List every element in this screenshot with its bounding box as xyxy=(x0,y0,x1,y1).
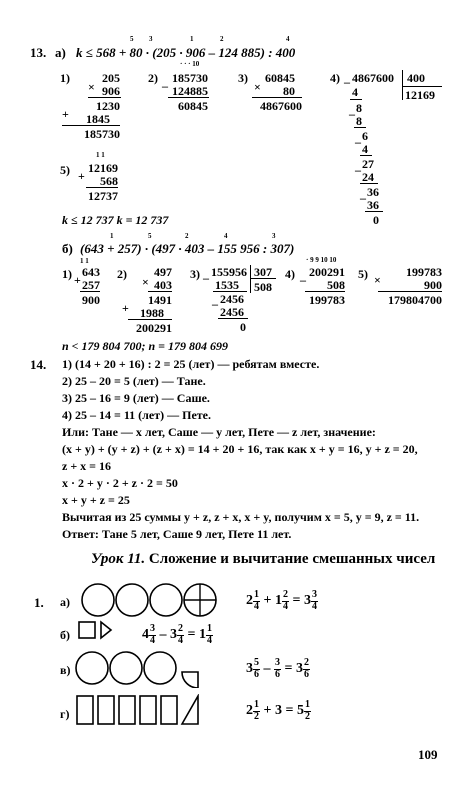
numerator: 2 xyxy=(178,623,183,634)
dividend: 155956 xyxy=(211,265,247,279)
fraction xyxy=(253,658,260,680)
solution-line: Или: Тане — x лет, Саше — y лет, Пете — z лет, значение: xyxy=(62,425,376,439)
mixed-number xyxy=(296,699,311,722)
page-number: 109 xyxy=(418,747,438,762)
borrow-dots: · 9 9 10 10 xyxy=(306,256,337,264)
operator: × xyxy=(374,273,381,287)
operand: 497 xyxy=(154,265,172,279)
whole-part: 2 xyxy=(246,593,253,609)
solution-line: Вычитая из 25 суммы y + z, z + x, x + y, получим x = 5, y = 9, z = 11. xyxy=(62,510,420,524)
quotient: 12169 xyxy=(405,88,435,102)
rectangle-shape xyxy=(98,696,114,724)
operator: × xyxy=(142,275,149,289)
step-label: 5) xyxy=(358,267,368,281)
operator: – xyxy=(203,271,209,285)
row-label: г) xyxy=(60,707,70,721)
lesson-title xyxy=(91,552,435,567)
operand: 403 xyxy=(154,278,172,292)
numerator: 3 xyxy=(275,657,280,668)
operand: 568 xyxy=(100,174,118,188)
solution-line: (x + y) + (y + z) + (z + x) = 14 + 20 + 16, так как x + y = 16, y + z = 20, xyxy=(62,442,418,456)
operand: 185730 xyxy=(172,71,208,85)
equation-v xyxy=(246,658,310,680)
fraction xyxy=(304,700,311,722)
square-shape xyxy=(79,622,95,638)
borrow-dots: · · · 10 xyxy=(180,60,200,68)
whole-part: 3 xyxy=(246,661,253,677)
numerator: 1 xyxy=(254,589,259,600)
answer-a: k ≤ 12 737 k = 12 737 xyxy=(62,213,169,227)
result: 4867600 xyxy=(260,99,302,113)
solution-line: z + x = 16 xyxy=(62,459,112,473)
rectangle-shape xyxy=(119,696,135,724)
lesson-number: Урок 11. xyxy=(91,551,146,567)
mixed-number xyxy=(198,623,213,646)
operand: 906 xyxy=(102,84,120,98)
division-step: 4 xyxy=(362,142,368,156)
full-circle-shape xyxy=(76,652,108,684)
operand: 60845 xyxy=(265,71,295,85)
step-label: 1) xyxy=(60,71,70,85)
operator: × xyxy=(254,80,261,94)
division-step: 8 xyxy=(356,114,362,128)
operator: + xyxy=(74,273,81,287)
division-step: 2456 xyxy=(220,292,244,306)
equation-g xyxy=(246,700,311,722)
whole-part: 3 xyxy=(303,593,311,609)
solution-line: x · 2 + y · 2 + z · 2 = 50 xyxy=(62,476,178,490)
carry-marks: 1 1 xyxy=(80,257,89,265)
expression-b: (643 + 257) · (497 · 403 – 155 956 : 307) xyxy=(80,241,295,256)
expression-a: k ≤ 568 + 80 · (205 · 906 – 124 885) : 400 xyxy=(76,45,296,60)
denominator: 2 xyxy=(254,710,259,722)
operator: – xyxy=(212,297,218,311)
division-step: 24 xyxy=(362,170,374,184)
row-label: б) xyxy=(60,628,70,642)
division-step: 8 xyxy=(356,101,362,115)
solution-line: Ответ: Тане 5 лет, Саше 9 лет, Пете 11 лет. xyxy=(62,527,292,541)
operand: 12169 xyxy=(88,161,118,175)
denominator: 4 xyxy=(282,600,288,612)
order-mark: 3 xyxy=(149,35,153,43)
operator: – xyxy=(344,75,350,89)
problem-14-number: 14. xyxy=(30,357,47,372)
dividend: 4867600 xyxy=(352,71,394,85)
full-circle-shape xyxy=(144,652,176,684)
division-step: 0 xyxy=(240,320,246,334)
rectangle-shape xyxy=(140,696,156,724)
order-mark: 2 xyxy=(220,35,224,43)
order-mark: 1 xyxy=(110,232,114,240)
operator: – xyxy=(349,107,355,121)
partial-product: 1845 xyxy=(86,112,110,126)
order-mark: 1 xyxy=(190,35,194,43)
whole-part: 3 xyxy=(295,661,303,677)
partial-product: 1491 xyxy=(148,293,172,307)
result: 900 xyxy=(82,293,100,307)
numerator: 3 xyxy=(311,589,317,600)
mixed-number xyxy=(303,589,318,612)
denominator: 6 xyxy=(275,668,280,680)
operator: + xyxy=(78,169,85,183)
division-step: 1535 xyxy=(215,278,239,292)
solution-line: 2) 25 – 20 = 5 (лет) — Тане. xyxy=(62,374,206,388)
lesson-topic: Сложение и вычитание смешанных чисел xyxy=(145,551,436,567)
division-step: 36 xyxy=(367,185,379,199)
operand: 200291 xyxy=(309,265,345,279)
result: 200291 xyxy=(136,321,172,335)
division-step: 27 xyxy=(362,157,374,171)
step-label: 2) xyxy=(148,71,158,85)
step-label: 4) xyxy=(330,71,340,85)
numerator: 2 xyxy=(303,657,309,668)
answer-b: n < 179 804 700; n = 179 804 699 xyxy=(62,339,229,353)
division-step: 6 xyxy=(362,129,368,143)
fraction xyxy=(253,590,260,612)
operator: – xyxy=(300,273,306,287)
shapes-row-v xyxy=(74,648,224,688)
whole-part: 4 xyxy=(142,627,149,643)
step-label: 1) xyxy=(62,267,72,281)
result: 12737 xyxy=(88,189,118,203)
mixed-number xyxy=(142,623,156,646)
operator: = xyxy=(184,627,199,643)
whole-part: 1 xyxy=(274,593,282,609)
partial-product: 1230 xyxy=(96,99,120,113)
order-mark: 5 xyxy=(130,35,134,43)
divisor: 400 xyxy=(407,71,425,85)
step-label: 3) xyxy=(238,71,248,85)
denominator: 6 xyxy=(254,668,259,680)
quotient: 508 xyxy=(254,280,272,294)
step-label: 5) xyxy=(60,163,70,177)
fraction xyxy=(206,624,213,646)
denominator: 6 xyxy=(303,668,309,680)
shapes-row-g xyxy=(76,694,226,728)
solution-line: 1) (14 + 20 + 16) : 2 = 25 (лет) — ребятам вместе. xyxy=(62,357,320,371)
equation-b xyxy=(142,624,213,646)
result: 60845 xyxy=(178,99,208,113)
task-1-number: 1. xyxy=(34,595,44,610)
triangle-shape xyxy=(101,622,111,638)
full-circle-shape xyxy=(110,652,142,684)
numerator: 1 xyxy=(304,699,310,710)
equation-a xyxy=(246,590,318,612)
operator: – xyxy=(260,661,274,677)
operator: – xyxy=(360,191,366,205)
solution-line: x + y + z = 25 xyxy=(62,493,130,507)
whole-part: 1 xyxy=(198,627,206,643)
fraction xyxy=(303,658,310,680)
numerator: 1 xyxy=(206,623,212,634)
mixed-number xyxy=(246,589,260,612)
circle-sector-shape xyxy=(182,672,198,688)
numerator: 5 xyxy=(254,657,259,668)
shapes-row-b xyxy=(78,620,118,644)
operator: + 3 = xyxy=(260,703,297,719)
full-circle-shape xyxy=(82,584,114,616)
order-mark: 4 xyxy=(286,35,290,43)
rectangle-shape xyxy=(161,696,177,724)
fraction xyxy=(282,590,289,612)
denominator: 4 xyxy=(254,600,259,612)
shapes-row-a xyxy=(80,580,220,620)
whole-part: 5 xyxy=(296,703,304,719)
operator: = xyxy=(288,593,304,609)
operator: × xyxy=(88,80,95,94)
operand: 199783 xyxy=(406,265,442,279)
fraction xyxy=(311,590,318,612)
order-mark: 2 xyxy=(185,232,189,240)
result: 179804700 xyxy=(388,293,442,307)
mixed-number xyxy=(274,657,281,680)
rectangle-shape xyxy=(77,696,93,724)
fraction xyxy=(149,624,156,646)
part-a-label: а) xyxy=(55,45,66,60)
whole-part: 3 xyxy=(170,627,177,643)
denominator: 4 xyxy=(150,634,155,646)
mixed-number xyxy=(246,657,260,680)
numerator: 2 xyxy=(282,589,288,600)
operator: – xyxy=(162,79,168,93)
operator: – xyxy=(355,163,361,177)
partial-product: 1988 xyxy=(140,306,164,320)
operand: 900 xyxy=(424,278,442,292)
part-b-label: б) xyxy=(62,241,73,256)
divisor: 307 xyxy=(254,265,272,279)
operand: 643 xyxy=(82,265,100,279)
order-mark: 5 xyxy=(148,232,152,240)
row-label: а) xyxy=(60,595,70,609)
solution-line: 4) 25 – 14 = 11 (лет) — Пете. xyxy=(62,408,211,422)
row-label: в) xyxy=(60,663,71,677)
step-label: 4) xyxy=(285,267,295,281)
mixed-number xyxy=(246,699,260,722)
denominator: 4 xyxy=(178,634,183,646)
operand: 205 xyxy=(102,71,120,85)
mixed-number xyxy=(170,623,184,646)
operator: + xyxy=(122,301,129,315)
result: 199783 xyxy=(309,293,345,307)
order-mark: 4 xyxy=(224,232,228,240)
denominator: 2 xyxy=(304,710,310,722)
numerator: 3 xyxy=(150,623,155,634)
fraction xyxy=(274,658,281,680)
numerator: 1 xyxy=(254,699,259,710)
result: 185730 xyxy=(84,127,120,141)
solution-line: 3) 25 – 16 = 9 (лет) — Саше. xyxy=(62,391,210,405)
operator: = xyxy=(281,661,296,677)
operand: 257 xyxy=(82,278,100,292)
division-step: 0 xyxy=(373,213,379,227)
triangle-shape xyxy=(182,696,198,724)
problem-13-number: 13. xyxy=(30,45,47,60)
operator: + xyxy=(260,593,275,609)
operand: 80 xyxy=(283,84,295,98)
step-label: 2) xyxy=(117,267,127,281)
fraction xyxy=(177,624,184,646)
denominator: 4 xyxy=(311,600,317,612)
operator: – xyxy=(355,135,361,149)
division-step: 4 xyxy=(352,85,358,99)
whole-part: 2 xyxy=(246,703,253,719)
carry-marks: 1 1 xyxy=(96,151,105,159)
step-label: 3) xyxy=(190,267,200,281)
operator: + xyxy=(62,107,69,121)
division-step: 2456 xyxy=(220,305,244,319)
denominator: 4 xyxy=(206,634,212,646)
operand: 124885 xyxy=(172,84,208,98)
mixed-number xyxy=(274,589,289,612)
operand: 508 xyxy=(327,278,345,292)
order-mark: 3 xyxy=(272,232,276,240)
full-circle-shape xyxy=(116,584,148,616)
operator: – xyxy=(156,627,170,643)
quartered-circle-shape xyxy=(184,584,216,616)
full-circle-shape xyxy=(150,584,182,616)
division-step: 36 xyxy=(367,198,379,212)
mixed-number xyxy=(295,657,310,680)
fraction xyxy=(253,700,260,722)
